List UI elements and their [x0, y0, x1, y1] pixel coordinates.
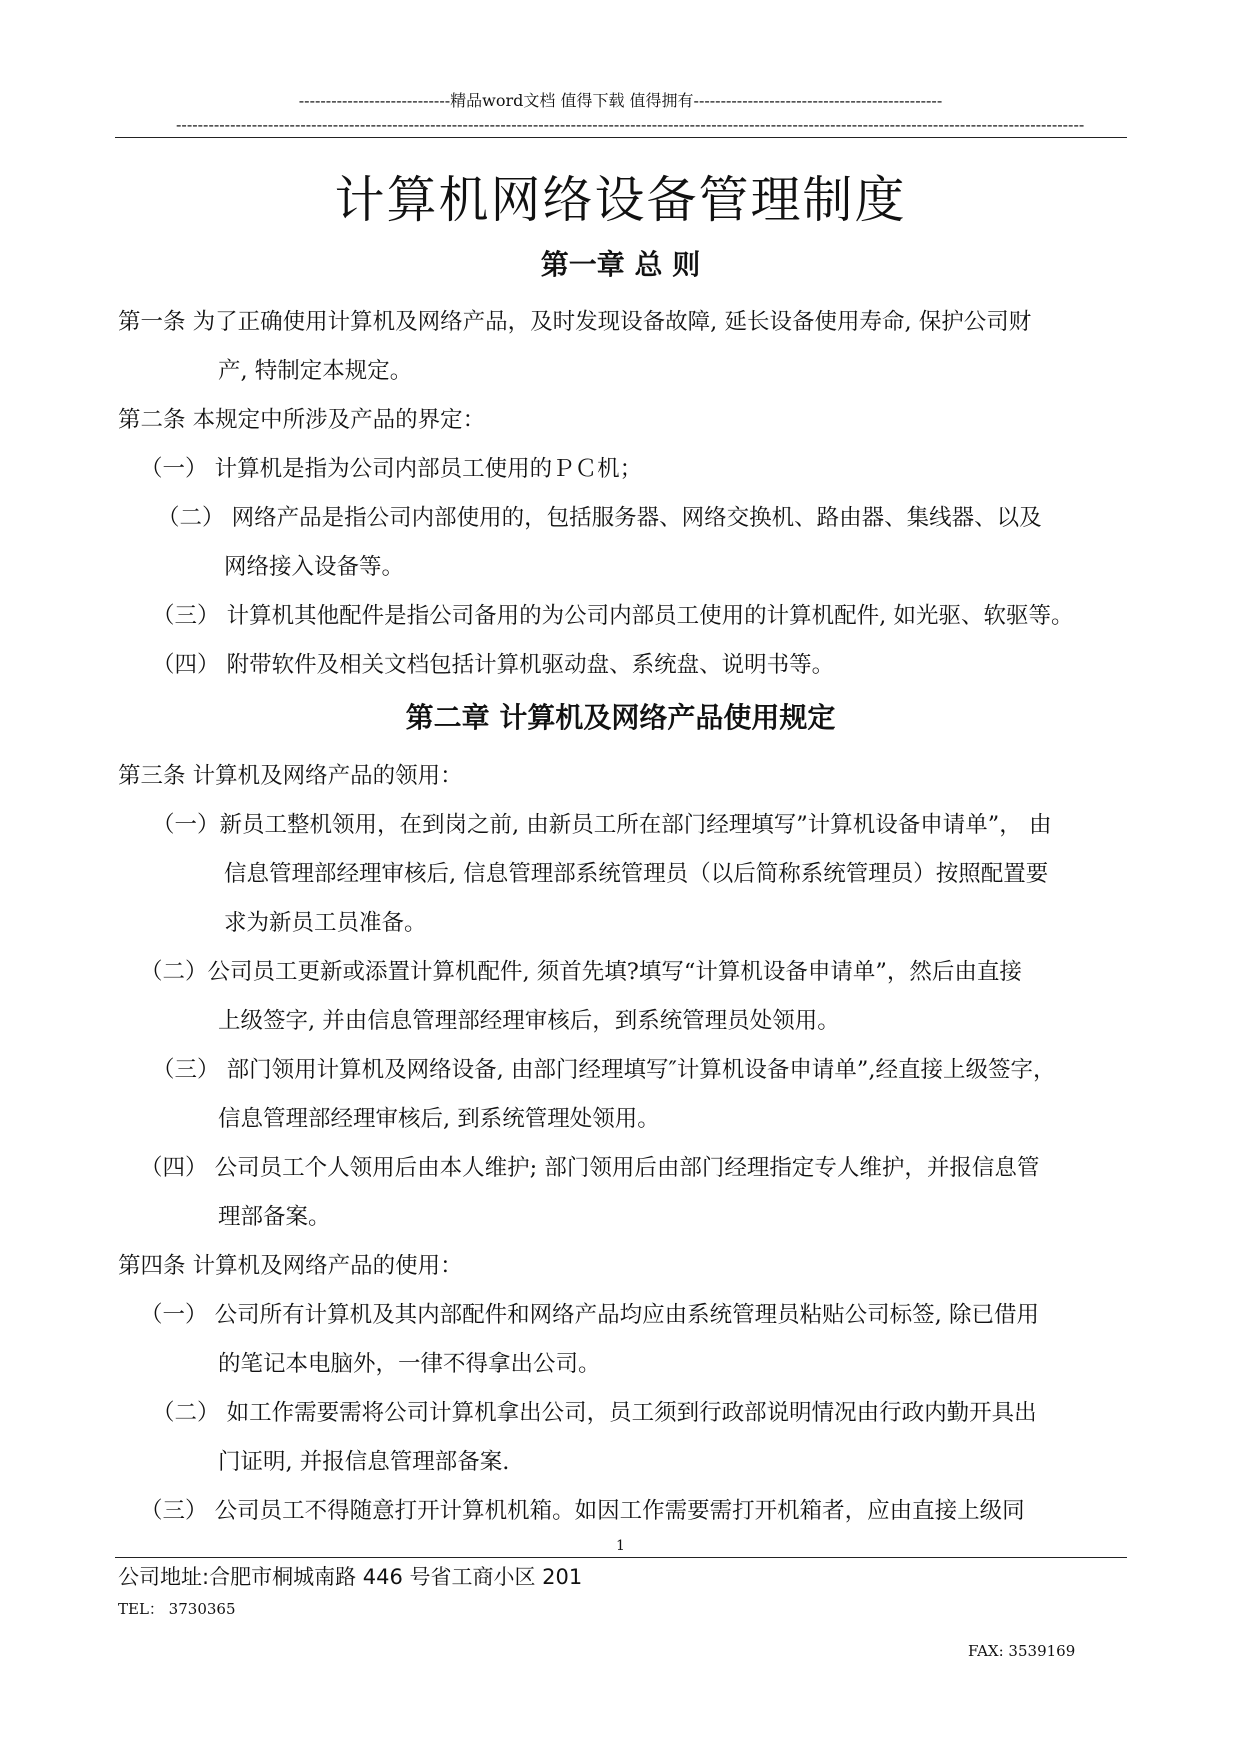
article-3-item-3-line-2: 信息管理部经理审核后, 到系统管理处领用。: [218, 1106, 660, 1132]
footer-rule: [115, 1557, 1127, 1558]
article-2-line: 第二条 本规定中所涉及产品的界定：: [118, 407, 486, 433]
article-3-item-3-line-1: （三） 部门领用计算机及网络设备, 由部门经理填写″计算机设备申请单”,经直接上级签字，: [152, 1057, 1056, 1083]
article-1-line-2: 产, 特制定本规定。: [218, 358, 413, 384]
article-4-item-2-line-2: 门证明, 并报信息管理部备案.: [218, 1449, 510, 1475]
footer-address: 公司地址:合肥市桐城南路 446 号省工商小区 201: [118, 1565, 583, 1589]
article-2-item-4: （四） 附带软件及相关文档包括计算机驱动盘、系统盘、说明书等。: [152, 652, 835, 678]
article-4-line: 第四条 计算机及网络产品的使用：: [118, 1253, 463, 1279]
document-title: 计算机网络设备管理制度: [334, 171, 907, 229]
chapter-2-heading: 第二章 计算机及网络产品使用规定: [405, 701, 836, 734]
header-rule: [115, 137, 1127, 138]
footer-fax: FAX: 3539169: [968, 1642, 1076, 1660]
footer-tel: TEL： 3730365: [118, 1600, 236, 1618]
article-4-item-1-line-1: （一） 公司所有计算机及其内部配件和网络产品均应由系统管理员粘贴公司标签, 除已借用: [140, 1302, 1039, 1328]
page-number: 1: [616, 1538, 625, 1554]
article-3-line: 第三条 计算机及网络产品的领用：: [118, 763, 463, 789]
header-banner-line: ----------------------------精品word文档 值得下载 值得拥有----------------------------------------------: [298, 91, 943, 110]
article-1-line-1: 第一条 为了正确使用计算机及网络产品，及时发现设备故障, 延长设备使用寿命, 保护公司财: [118, 309, 1032, 335]
article-2-item-2-line-2: 网络接入设备等。: [224, 554, 405, 580]
article-2-item-3: （三） 计算机其他配件是指公司备用的为公司内部员工使用的计算机配件, 如光驱、软驱等。: [152, 603, 1074, 629]
article-3-item-1-line-3: 求为新员工员准备。: [224, 910, 427, 936]
article-3-item-4-line-1: （四） 公司员工个人领用后由本人维护; 部门领用后由部门经理指定专人维护，并报信息管: [140, 1155, 1040, 1181]
article-3-item-4-line-2: 理部备案。: [218, 1204, 331, 1230]
header-dash-line: ------------------------------------------------------------------------------------------------------------------------------------------------------------------------: [176, 115, 1085, 134]
article-4-item-2-line-1: （二） 如工作需要需将公司计算机拿出公司，员工须到行政部说明情况由行政内勤开具出: [152, 1400, 1037, 1426]
article-2-item-1: （一） 计算机是指为公司内部员工使用的ＰＣ机；: [140, 456, 643, 482]
article-4-item-3-line-1: （三） 公司员工不得随意打开计算机机箱。如因工作需要需打开机箱者，应由直接上级同: [140, 1498, 1025, 1524]
article-3-item-1-line-2: 信息管理部经理审核后, 信息管理部系统管理员（以后简称系统管理员）按照配置要: [224, 861, 1049, 887]
article-4-item-1-line-2: 的笔记本电脑外，一律不得拿出公司。: [218, 1351, 601, 1377]
article-3-item-2-line-2: 上级签字, 并由信息管理部经理审核后，到系统管理员处领用。: [218, 1008, 840, 1034]
chapter-1-heading: 第一章 总 则: [540, 248, 701, 281]
article-2-item-2-line-1: （二） 网络产品是指公司内部使用的，包括服务器、网络交换机、路由器、集线器、以及: [157, 505, 1042, 531]
article-3-item-2-line-1: （二）公司员工更新或添置计算机配件, 须首先填?填写“计算机设备申请单”，然后由直接: [140, 959, 1022, 985]
article-3-item-1-line-1: （一）新员工整机领用，在到岗之前, 由新员工所在部门经理填写”计算机设备申请单”， 由: [152, 812, 1052, 838]
